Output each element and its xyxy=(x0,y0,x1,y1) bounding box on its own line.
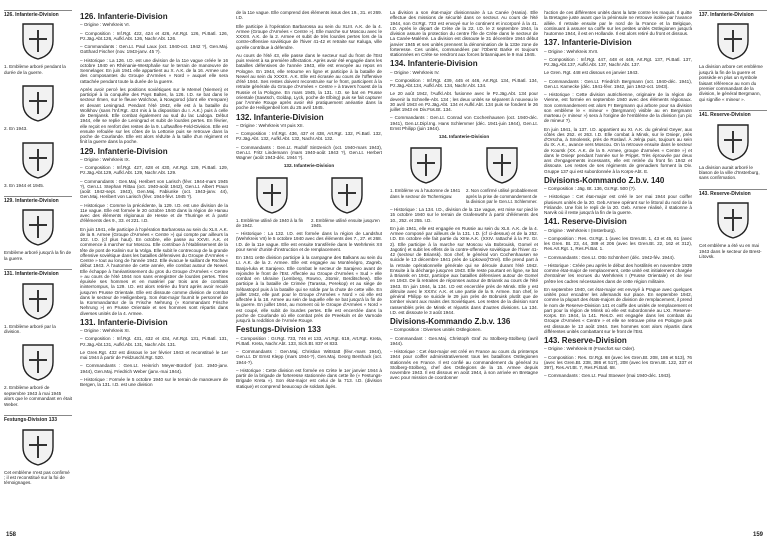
figure-caption: 1. Emblème vu à l'automne de 1941 dans le secteur de Tschernigow. xyxy=(390,188,461,199)
figure-caption: 2. Emblème utilisé ensuite jusqu'en 1945. xyxy=(311,217,380,228)
section-heading: Festungs-Division 133 xyxy=(236,325,321,335)
section-heading: 134. Infanterie-Division xyxy=(390,59,478,69)
body-paragraph: – Commandants : Gen.Lt. Paul Laux (oct. 1940-oct. 1942 ?), Gen.Maj. Gotthard Fischer (nov. 1943-janv. 45 ?). xyxy=(80,44,228,55)
right-column-1 xyxy=(390,10,538,384)
emblem-caption: La division arbore cet emblème jusqu'à la fin de la guerre et possède en plus un symbole faisant référence au nom du premier commandant de la division, le général Bergmann, qui signifie « mineur ». xyxy=(699,64,763,102)
division-emblem-icon xyxy=(715,200,751,240)
emblem-figure xyxy=(236,163,382,228)
body-paragraph: En septembre 1940, cet état-major est envoyé à Prague avec quelques unités pour encadrer les allemands sur place. En septembre 1942, comme la plupart des états-majors de division de remplacement, il prend le nom de Reserve-Division 141 et coiffe des unités de remplacement et part pour la région de Minsk où elle est subordonnée au LXI. Reserve-Korps. En 1944, la 141. Res.D. est engagée dans les combats du Groupe d'Armées « Centre » et elle se retrouve prise en Pologne puis est dissoute le 13 août 1944. Ses hommes sont alors répartis dans différentes unités combattant sur le front de l'Est. xyxy=(544,286,692,334)
right-page xyxy=(386,0,771,544)
body-paragraph: – Commandant : Gen.Maj. Christoph Graf zu Stolberg-Stolberg (avril 1944). xyxy=(390,335,538,346)
section-heading: 126. Infanterie-Division xyxy=(80,12,168,21)
division-emblem-icon xyxy=(715,21,751,61)
body-paragraph: – Commandants : Gen.Lt. Rudolf Sintzenich (oct. 1940-mars 1943), Gen.Lt. Fritz Lindemann (mars 1940-août 1943 ?), Gen.Lt. Herbert Wagner (août 1943-déc. 1944 ?). xyxy=(236,144,382,160)
body-paragraph: – Historique : Comme la précédente, la 129. I.D. est une division de la 11e vague. Elle est formée le 20 octobre 1940 dans la région de Hanau avec des éléments régionaux de Hesse et de Thuringe et à partir d'éléments des 9., 33. et 221. I.D. xyxy=(80,202,228,224)
figure-item xyxy=(466,142,538,204)
emblem-caption: 3. En 1944 et 1945. xyxy=(4,182,45,188)
division-emblem-icon xyxy=(20,140,56,180)
sidebar-heading: Festungs-Division 133 xyxy=(4,415,72,423)
body-paragraph: – Historique : La 132. I.D. est formée dans la région de Landshut (Wehrkreis VII) le 5 octobre 1940 avec des éléments des 7., 27. et 268. I.D. de la 11e vague. Elle est ensuite transférée dans le Wehrkreis XII pour servir d'unité d'instruction et de remplacement. xyxy=(236,231,382,252)
body-paragraph: – Historique : Cet état-major est créé en France au cours du printemps 1944 pour coiffer administrativement tous les bataillons Ostlegionen stationnés en France. Il est confié au commandement du général zu Stolberg-Stolberg, chef des Ostlegions de la 15. Armee depuis novembre 1943. Il est dissous en août 1944, à son arrivée en Bretagne avec pour mission de coordonner xyxy=(390,349,538,381)
emblem-figure xyxy=(390,134,538,204)
body-paragraph: – Commandants : Gen.Lt. Paul Stoewer (mai 1940-déc. 1943). xyxy=(544,373,672,379)
body-paragraph: Après avoir percé les positions soviétiques sur le Memel (Niemen) et participé à la conquête des Pays Baltes, la 126. I.D. se bat dans le secteur Ilmen, sur le fleuve Wolchow, à Nowgorod (dont elle s'empare) et devant Leningrad. Pendant l'été 1942, elle est à la bataille du Wolkhov (sans l'Inf.Rgt. 424 mis à la disposition du I. A.K.) puis à celle de Demjansk. Elle combat également au sud du lac Ladoga. Début 1944, elle se replie de Leningrad et subit de lourdes pertes. En février, elle reçoit en renfort des restes de la 9. Luftwaffen-Feld-Division. Elle est ensuite refoulée sur les côtes de la Lettonie puis se retrouve dans la poche de Courlande. Elle est alors rédUite à la taille d'un régiment et finit la guerre dans la poche. xyxy=(80,86,228,145)
division-emblem-icon xyxy=(20,281,56,321)
left-page xyxy=(0,0,385,544)
body-paragraph: – Composition : Inf.Rgt. 427, 428 et 430, Art.Rgt. 129, Pi.Batl. 129, Pz.Jäg.Abt.129, Aufkl.Abt. 129, Nachr.Abt. 129. xyxy=(80,165,228,176)
emblem-caption: Cet emblème n'est pas confirmé ; il est reconstitué sur la foi de témoignages. xyxy=(4,469,70,486)
figure-item xyxy=(311,172,382,229)
body-paragraph: – Commandants : Gen.Lt. Conrad von Cochenhausen (oct. 1940-déc. 1941), Gen.Lt.Dipl.Ing. Hans Schlemmer (déc. 1941-juin 1944), Gen.Lt. Ernst Philipp (juin 1944). xyxy=(390,115,538,131)
body-paragraph: – Origine : Wehrkreis III (Francfort sur Oder). xyxy=(544,346,636,352)
body-paragraph: – Historique : Formée le 5 octobre 1940 sur le terrain de manœuvre de Bergen, la 131. I.D. est une division xyxy=(80,376,228,387)
section-heading: Divisions-Kommando Z.b.v. 140 xyxy=(544,175,665,185)
emblem-caption: 2. En 1943. xyxy=(4,126,28,132)
figure-item xyxy=(390,142,462,204)
division-emblem-icon xyxy=(20,207,56,247)
division-emblem-icon xyxy=(408,145,444,185)
body-paragraph: – Historique : Cette division autrichienne, originaire de la région de Vienne, est formée en septembre 1940 avec des éléments régionaux. Son commandement est alors Fr Bergmann qui arbore pour sa division son emblème le « mineur » (Bergmann) visible au en Bergmann marteau (« mineur ») sera à l'origine de l'emblème de la division (un pic de mineur ?). xyxy=(544,92,692,124)
sidebar-heading: 129. Infanterie-Division xyxy=(4,196,72,204)
sidebar-heading: 126. Infanterie-Division xyxy=(4,10,72,18)
body-paragraph: l'action de ces différentes unités dans la lutte contre les maquis. Il quitte la Bretagne juste avant que la péninsule ne retrouve isolée par l'avance alliée. Il retraite ensuite par le nord de la France et la Belgique, continuant à assurer sa coiffe sur les petites unités Ostlegionen jusqu'à l'automne 1944, il est en Hollande. Il est alors retiré du front et dissous. xyxy=(544,10,692,36)
body-paragraph: En juin 1941, la 137. I.D. appartient au XI. A.K. du général Geyer, aux côtés des 252. et 263. I.D. Elle combat à Minsk, sur le Dniepr, près d'Orscha, à Smolensk, près de Roslavl. À Jelnja puis, toujours au sein du IX. A.K., avance vers Moscou. On la retrouve ensuite dans le secteur de Koursk (XX. A.K. de la 9. Armee, groupe d'armées « Centre ») et dans le Dniepr pendant l'année sur le Pripjet. Très éprouvée par deux ans d'engagements incessants, elle est retirée du front fin 1942 et dissoute. Les restes de ses régiments de grenadiers forment la Div. Gruppe 137 qui est subordonnée à la Korps-Abt. E. xyxy=(544,126,692,174)
body-paragraph: – Composition : Inf.Rgt. 436, 437 et 438, Art.Rgt. 132, Pi.Batl. 132, Pz.Jäg.Abt. 132, Aufkl.Abt. 132, Nachr.Abt. 132. xyxy=(236,131,382,142)
division-emblem-icon xyxy=(20,83,56,123)
section-heading: 129. Infanterie-Division xyxy=(80,146,168,156)
body-paragraph: En 1941 cette division participe à la campagne des Balkans au sein du LI. A.K. de la 2. Armee. Elle est engagée au Monténégro, Zagreb, Banja-luka et Sarajevo. Elle combat le secteur de Sarajevo avant de rejoindre le front de l'Est. Affectée au Groupe d'Armées « Sud » elle combat en Ukraine (Lemberg, Rowno, Jitomir, Berditschew). Elle participe à la bataille de Crimée (Tarassa, Perekop) et au siège de Sébastopol puis à la bataille qui se solde par la chute de cette ville. En juillet 1942, elle part pour le Groupe d'Armées « Nord » où elle est affectée à la 18. Armee au sein de laquelle elle se bat jusqu'à la fin de la guerre. En juillet 1944, au moment où le Groupe d'Armées « Nord » est coupé, elle subit de lourdes pertes. Elle est encerclée dans la poche de Courlande où elle combat près de Preekuln et de Varnode jusqu'à la reddition de l'Armée Rouge. xyxy=(236,255,382,323)
section-heading: 143. Reserve-Division xyxy=(544,336,627,345)
body-paragraph: Le Gren.Rgt. 432 est dissous le 1er février 1943 et reconstitué le 1er mai 1944 à partir de Feldzuschl.Rgt. 520. xyxy=(80,349,228,360)
body-paragraph: – Composition : Res. Gr.Rgt. 1 (avec les Gren.Bt. 1, 43 et 45, 61 (avec les Gren. Bt. 23, 44, 389 et 206 (avec les Gren.Bt. 22, 162 et 312), Res.Art.Rgt. 1, Res.Pi.Bat. 1. xyxy=(544,235,692,252)
body-paragraph: – Composition : Inf.Rgt. 422, 424 et 426, Art.Rgt. 126, Pi.Batl. 126, Pz.Jäg.Abt.126, Aufkl.Abt. 126, Nachr.Abt. 126. xyxy=(80,30,228,41)
body-paragraph: – Composition : Inf.Rgt. 431, 432 et 434, Art.Rgt. 131, Pi.Batl. 131, Pz.Jäg.Abt.131, Aufkl.Abt. 131, Nachr.Abt. 131. xyxy=(80,336,228,347)
body-paragraph: Au cours de l'été 43, elle passe dans le secteur sud du front de l'Est puis revient à sa première affectation. Après avoir été engagée dans les batailles défensives de l'année 1943, elle est envoyée au repos en Pologne. En 1944, elle retourne en ligne et participe à la bataille de Newel au sein du XXXIX. A.K. Elle est écrasée au cours de l'offensive d'été 1944. Ses restes doivent reconstruire sur le front, participent à la retraite générale du Groupe d'Armées « Centre » à travers l'ouest de la Russie et la Pologne. En mars 1945, la 131. I.D. se bat en Prusse orientale (Sawtsch, Goldap, Lyck, poche de Elbing) puis se fait capturer par l'Armée Rouge après avoir été pratiquement anéantie dans la poche de Heiligenbeil lors du 25 avril 1945. xyxy=(236,52,382,111)
body-paragraph: – Composition : Diverses unités Ostlegionen. xyxy=(390,327,482,333)
division-emblem-icon xyxy=(254,175,290,215)
body-paragraph: – Composition : Res. Gr.Rgt. 68 (avec les Gren.Bt. 208, 186 et 513), 76 (avec les Gren.Bt. 238, 386 et 517), 208 (avec les Gren.Bt. 122, 337 et 397), Res.Art.Bt. 7, Res.Pi.Batl. 68. xyxy=(544,354,692,370)
figure-caption: 1. Emblème utilisé de 1940 à la fin de 1942. xyxy=(236,217,304,228)
left-column-2 xyxy=(236,10,382,392)
left-sidebar xyxy=(4,10,72,494)
body-paragraph: – Commandants : Gen.Lt. Friedrich Bergmann (oct. 1940-déc. 1941), Gen.Lt. Kamecke (déc. 1941-févr. 1942, juin 1942-oct. 1943). xyxy=(544,78,692,89)
body-paragraph: – Composition : Jäg. Bt. 136, Gr.Rgt. 500 (?). xyxy=(544,186,636,191)
body-paragraph: – Origine : Wehrkreis I (Insterburg). xyxy=(544,227,616,233)
body-paragraph: En juin 1941, elle est engagée en Russie au sein du XLII. A.K. de la 4. Armee composé par ailleurs de la 131. I.D. (cf ci-dessus) et de la 252. I.D. En octobre elle fait partie du XIIIe.A.K. (XXIV. rattaché à la Pz. Gr. 2). Elle participe à la marche sur Moscou via Bobrouisk, Gomel et Jagotin) et subit les effets de la contre-offensive soviétique de l'hiver 41-42 (secteur de Briansk). Son chef, le général von Cochenhausen se suicide le 13 décembre 1941 près de Lipkowo(l'Orel). Elle prend part à la retraite opérationnelle générale qui se déroule durant l'été 1942. Ensuite à la décharge jusqu'en 1943. Elle reste pourtant en ligne, se bat à Briansk en 1942, participe aux batailles défensives autour de Gomel en 1943. De là retraites de réponses autour de Briansk au cours de l'été 1943. En juin 1944, la 134. I.D est encerclée près de Minsk. Elle y est détruite avec le XXXV. A.K. et une partie de la 9. Armee. Son chef, le général Philipp se suicide le 29 juin près de Bobruisk plutôt que de tomber vivant aux mains des Soviétiques. Les restes de la division sont rassemblés près de Minsk et répartis dans d'autres divisions. La 134. I.D. est dissoute le 3 août 1944. xyxy=(390,225,538,315)
division-emblem-icon xyxy=(715,122,751,162)
sidebar-heading: 131. Infanterie-Division xyxy=(4,269,72,277)
body-paragraph: Elle participe à l'opération Barbarossa au sein du XLIII. A.K. de la 4. Armee (Groupe d'Armées « Centre »). Elle marche sur Moscou avec le XXXIII. A.K. de la 2. Armee et subit de très lourdes pertes lors de la contre-offensive soviétique de l'hiver 41-42 et retraite sur Kaluga, ville qu'elle contribue à défendre. xyxy=(236,23,382,50)
body-paragraph: – Historique : Cet état-major est créé le 1er mai 1944 pour coiffer plusieurs unités de la 20. Geb.Armee opérant sur le littoral du nord de la Finlande. Une fois le repli de la 20. Geb. Armee réalisé, il stationne à Narvik où il reste jusqu'à la fin de la guerre. xyxy=(544,194,692,215)
sidebar-heading: 137. Infanterie-Division xyxy=(699,10,767,18)
division-emblem-icon xyxy=(20,342,56,382)
division-emblem-icon xyxy=(329,175,365,215)
division-emblem-icon xyxy=(20,21,56,61)
body-paragraph: La division a son état-major divisionnaire à La Canée (Hania). Elle effectue des missions de sécurité dans ce secteur. Au cours de l'été 1944, son Gr.Rgt. 733 est envoyé sur le continent et incorporé à la 41. I.D. Après le départ de Crète de la 22. I.D. le 2 septembre 1944, la division assure la protection du centre l'île de Crète dans le secteur de La Canée-Malémé. La division est dissoute le 31 décembre 1944 début janvier 1945 et ses unités prennent la dénomination de la 133e zone de forteresse. Ces unités, commandées par l'Oberst Barke et toujours stationnées en Crète se rendront aux forces britanniques le 9 mai 1945. xyxy=(390,10,538,57)
body-paragraph: – Composition : Gr.Rgt. 733, 746 et 133, Art.Rgt. 619, Art.Rgt. Kreta, Pi.Batl. Kreta, Nachr.Abt. 133, Sich.Bt. 837 et 833. xyxy=(236,335,382,346)
body-paragraph: – Commandants : Gen.Lt. Heinrich Meyer-Bürdorf (oct. 1940-janv. 1944), Gen.Maj. Friedrich Weber (janv.-mai 1944). xyxy=(80,363,228,374)
body-paragraph: – Composition : Inf.Rgt. 439, 445 et 446, Art.Rgt. 134, Pi.Batl. 134, Pz.Jäg.Abt.134, Aufkl.Abt. 134, Nachr.Abt. 134. xyxy=(390,77,538,88)
page-number: 159 xyxy=(752,532,763,538)
body-paragraph: – Historique : La 126. I.D. est une division de la 11e vague créée le 16 octobre 1940 en Rhénanie-Westphalie sur le terrain de manœuvre de Sennelager. En juin 1941 elle appartient au X. A.K. de la 16. Armee une des composantes du Groupe d'Armées « Nord » auquel elle sera rattachée pendant toute la durée de la guerre. xyxy=(80,57,228,84)
body-paragraph: – Commandants : Gen.Maj. Christian Wittstatt (févr.-mars 1944), Gen.Lt. Dr Ernst Klepp (mars 1944-?), Gen.Maj. Georg Benthack (oct. 1944-?). xyxy=(236,349,382,365)
page-number: 158 xyxy=(6,532,17,538)
emblem-caption: Emblème arboré jusqu'à la fin de la guerre. xyxy=(4,250,72,261)
figure-caption: 2. Non confirmé utilisé probablement après la prise de commandement de la division par le Gen.Lt. Schlemmer. xyxy=(466,188,538,204)
body-paragraph: – Historique : Cette division est formée en Crète le 1er janvier 1944 à partir de la brigade de forteresse stationnée dans cette île (« Festungs-Brigade Kreta »). Son état-major est celui de la 713. I.D. (division statique) et comprend beaucoup de soldats âgés. xyxy=(236,367,382,389)
body-paragraph: – Origine : Wehrkreis IV. xyxy=(390,69,440,75)
section-heading: 131. Infanterie-Division xyxy=(80,317,168,327)
body-paragraph: – Historique : Créée peu après le début des hostilités en novembre 1939 comme état-major de remplacement, cette unité est initialement chargée d'entraîner les recrues du Wehrkreis I (Prusse Orientale) et de leur prêtre les cadres nécessaires dans de cette région militaire. xyxy=(544,262,692,284)
figure-title: 134. Infanterie-Division xyxy=(438,134,490,139)
figure-item xyxy=(236,172,307,229)
division-emblem-icon xyxy=(20,427,56,467)
right-column-2 xyxy=(544,10,692,382)
section-heading: 141. Reserve-Division xyxy=(544,217,627,227)
body-paragraph: En juin 1941, elle participe à l'opération Barbarossa au sein du XLII. A.K. de la 9. Armee (Groupe d'Armées « Centre ») qui compte par ailleurs la 102. I.D. (cf plus haut). En octobre, elle passe au XXVII. A.K. et commence à marcher sur Moscou. Elle contribue à l'établissement de la tête de pont de Kalinin sur la Volga. Elle subit le contrecoup de la grande offensive soviétique dans les batailles défensives du Groupe d'Armées « Centre » tout au long de l'année 1942. Elle évacue le saillant de Rschew début 1943. À l'automne de cette année, elle combat autour de Newel. Elle échappe à l'anéantissement du gros du Groupe d'Armées « Centre » au cours de l'été 1944 non sans enregistrer de lourdes pertes. Tires épuisée ses hommes et en matériel par trois ans de combats ininterrompus, la 129. I.D. est alors retirée du front après avoir reculé jusqu'en Prusse Orientale. Elle est dissoute comme division de combat dans le secteur de Heiligenberg. Son état-major fournit le personnel de la Kommandantur de la Frische Nehrung (« Kommandant Frische Nehrung ») en Prusse Orientale et ses hommes sont répartis dans diverses unités de la 4. Armee. xyxy=(80,226,228,316)
body-paragraph: – Commandants : Gen.Lt. Otto Schönherr (déc. 1942-fév. 1944). xyxy=(544,254,675,260)
emblem-caption: 1. Emblème arboré pendant la durée de la guerre. xyxy=(4,64,66,75)
body-paragraph: de la 11e vague. Elle comprend des éléments issus des 19., 31. et 269. I.D. xyxy=(236,10,382,21)
figure-title: 132. Infanterie-Division xyxy=(283,163,335,169)
division-emblem-icon xyxy=(484,145,520,185)
body-paragraph: – Composition : Inf.Rgt. 447, 448 et 449, Art.Rgt. 137, Pi.Batl. 137, Pz.Jäg.Abt.137, Aufkl.Abt. 137, Nachr.Abt. 137. xyxy=(544,56,692,67)
body-paragraph: – Origine : Wehrkreis IX. xyxy=(80,156,130,162)
body-paragraph: – Historique : La 134. I.D., division de la 11e vague, est mise sur pied le 15 octobre 1940 sur le terrain de Grafenwöhr à partir d'éléments des 10., 252. et 255. I.D. xyxy=(390,207,538,223)
body-paragraph: – Origine : Wehrkreis XI. xyxy=(80,328,130,333)
emblem-caption: 1. Emblème arboré par la division. xyxy=(4,323,56,335)
sidebar-heading: 143. Reserve-Division xyxy=(699,189,767,197)
body-paragraph: – Origine : Wehrkreis VI. xyxy=(80,22,130,28)
section-heading: Divisions-Kommando Z.b.v. 136 xyxy=(390,317,511,326)
section-heading: 137. Infanterie-Division xyxy=(544,38,632,48)
emblem-caption: 2. Emblème arboré de septembre 1943 à mai 1945 alors que le commandant en était Weber. xyxy=(4,385,72,407)
emblem-caption: Cet emblème a été vu en mai 1943 dans le secteur de Brest-Litovsk. xyxy=(699,243,762,260)
right-sidebar xyxy=(699,10,767,268)
sidebar-heading: 141. Reserve-Division xyxy=(699,110,767,118)
emblem-caption: La division aurait arboré le blason de la ville d'Insterburg, sans confirmation. xyxy=(699,164,760,181)
body-paragraph: Le 20 août 1942, l'Aufkl.Abt. fusionne avec le Pz.Jäg.Abt. 134 pour devenir la Schnelle-Abt. 134 ; les deux unités se séparent à nouveau le 30 avril 1943 en Pz.Jäg.Abt. 134 et Aufkl.Abt. 134 puis se fondent le 26 juillet 1943 en Div.Füs.Bt. 134. xyxy=(390,91,538,112)
body-paragraph: Le Gren. Rgt. 448 est dissous en janvier 1943. xyxy=(544,70,639,76)
left-column-1 xyxy=(80,10,228,390)
body-paragraph: – Commandants : Gen.Maj. Heribert von Larisch (févr. 1944-mars 1945 ?), Gen.Lt. Stephan Rittau (oct. 1940-août 1942), Gen.Lt. Albert Praun (août 1942-sept. 1943), Gen.Maj. Fabiunke (oct. 1943-janv. 44), Gen.Maj. Heribert von Larisch (févr. 1944-févr. 1945 ?). xyxy=(80,178,228,200)
body-paragraph: – Origine : Wehrkreis VII puis XII. xyxy=(236,122,304,128)
body-paragraph: – Origine : Wehrkreis XVII. xyxy=(544,48,599,54)
section-heading: 132. Infanterie-Division xyxy=(236,112,324,122)
